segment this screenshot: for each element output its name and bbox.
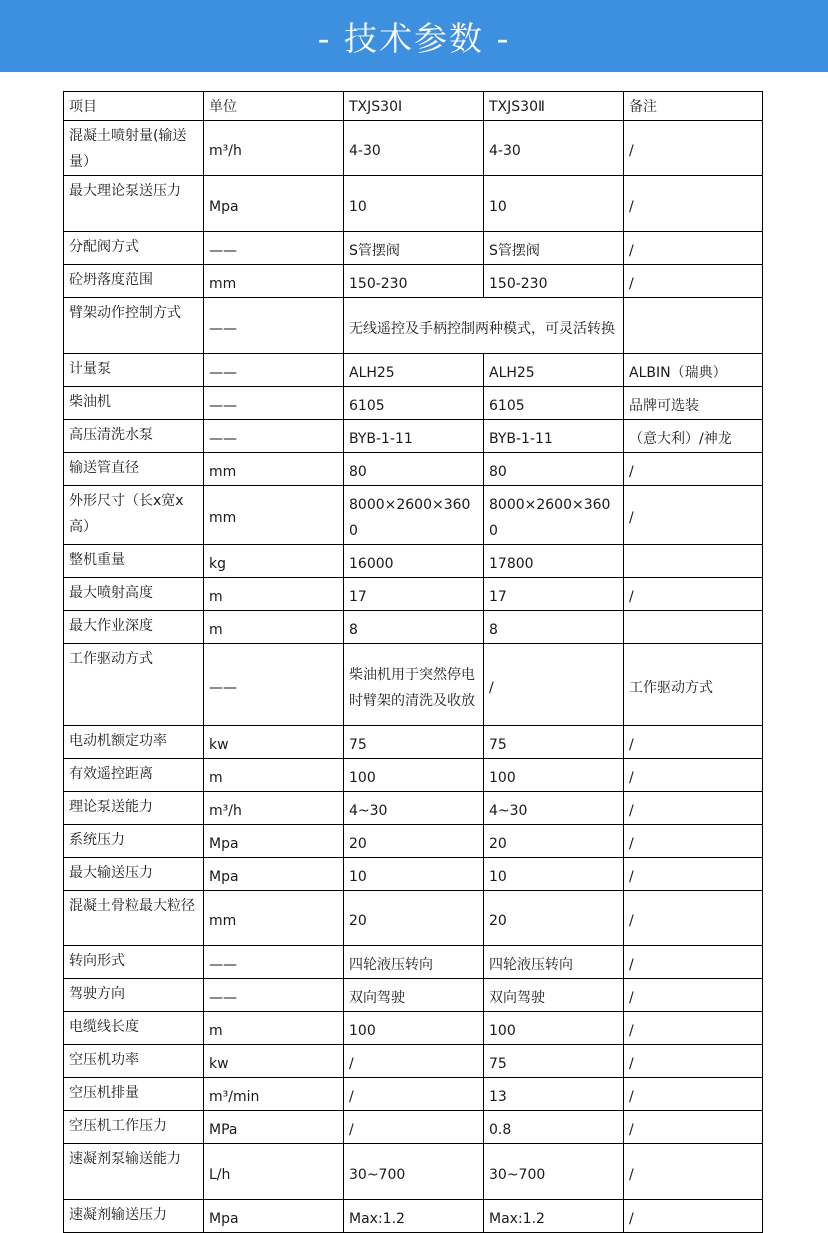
cell-note: / bbox=[624, 1012, 763, 1045]
table-row bbox=[64, 298, 763, 354]
cell-unit: mm bbox=[204, 486, 344, 545]
cell-unit: m³/h bbox=[204, 792, 344, 825]
cell-model-1: 8000×2600×3600 bbox=[344, 486, 484, 545]
header-item: 项目 bbox=[64, 92, 204, 121]
cell-model-2: 150-230 bbox=[484, 265, 624, 298]
cell-unit: m³/min bbox=[204, 1078, 344, 1111]
cell-model-2: 80 bbox=[484, 453, 624, 486]
cell-unit: —— bbox=[204, 354, 344, 387]
cell-note: 品牌可选装 bbox=[624, 387, 763, 420]
header-unit: 单位 bbox=[204, 92, 344, 121]
cell-model-2: / bbox=[484, 644, 624, 726]
cell-model-1: 80 bbox=[344, 453, 484, 486]
cell-unit: Mpa bbox=[204, 176, 344, 232]
cell-item: 电动机额定功率 bbox=[64, 726, 204, 759]
cell-item: 臂架动作控制方式 bbox=[64, 298, 204, 354]
cell-note bbox=[624, 611, 763, 644]
cell-unit: mm bbox=[204, 265, 344, 298]
spec-table bbox=[63, 91, 763, 1233]
table-row bbox=[64, 453, 763, 486]
cell-unit: —— bbox=[204, 232, 344, 265]
cell-model-2: 17 bbox=[484, 578, 624, 611]
cell-model-2: 75 bbox=[484, 1045, 624, 1078]
cell-item: 整机重量 bbox=[64, 545, 204, 578]
cell-item: 系统压力 bbox=[64, 825, 204, 858]
cell-model-2: 4~30 bbox=[484, 792, 624, 825]
cell-unit: kg bbox=[204, 545, 344, 578]
cell-note: / bbox=[624, 578, 763, 611]
table-row bbox=[64, 891, 763, 946]
cell-unit: Mpa bbox=[204, 1200, 344, 1233]
cell-model-1: 30~700 bbox=[344, 1144, 484, 1200]
cell-unit: Mpa bbox=[204, 825, 344, 858]
table-row bbox=[64, 232, 763, 265]
cell-item: 混凝土喷射量(输送量） bbox=[64, 121, 204, 176]
cell-note: / bbox=[624, 232, 763, 265]
table-row bbox=[64, 578, 763, 611]
cell-item: 混凝土骨粒最大粒径 bbox=[64, 891, 204, 946]
cell-item: 外形尺寸（长x宽x高） bbox=[64, 486, 204, 545]
table-row bbox=[64, 1045, 763, 1078]
header-note: 备注 bbox=[624, 92, 763, 121]
cell-item: 理论泵送能力 bbox=[64, 792, 204, 825]
cell-model-2: 双向驾驶 bbox=[484, 979, 624, 1012]
cell-item: 空压机工作压力 bbox=[64, 1111, 204, 1144]
cell-model-2: 20 bbox=[484, 825, 624, 858]
header-model-1: TXJS30Ⅰ bbox=[344, 92, 484, 121]
cell-item: 最大作业深度 bbox=[64, 611, 204, 644]
table-row bbox=[64, 825, 763, 858]
table-row bbox=[64, 858, 763, 891]
cell-model-1: 8 bbox=[344, 611, 484, 644]
cell-note bbox=[624, 298, 763, 354]
cell-unit: Mpa bbox=[204, 858, 344, 891]
cell-model-1: 4-30 bbox=[344, 121, 484, 176]
title-banner bbox=[0, 0, 828, 72]
cell-unit: m bbox=[204, 611, 344, 644]
table-row bbox=[64, 726, 763, 759]
cell-model-1: / bbox=[344, 1111, 484, 1144]
cell-unit: MPa bbox=[204, 1111, 344, 1144]
cell-note: 工作驱动方式 bbox=[624, 644, 763, 726]
table-row bbox=[64, 1078, 763, 1111]
cell-model-2: S管摆阀 bbox=[484, 232, 624, 265]
table-row bbox=[64, 354, 763, 387]
cell-model-1: S管摆阀 bbox=[344, 232, 484, 265]
cell-model-2: 6105 bbox=[484, 387, 624, 420]
cell-note: / bbox=[624, 891, 763, 946]
cell-model-1: 20 bbox=[344, 825, 484, 858]
cell-model-2: 75 bbox=[484, 726, 624, 759]
table-row bbox=[64, 1111, 763, 1144]
cell-note: / bbox=[624, 946, 763, 979]
cell-note: / bbox=[624, 121, 763, 176]
cell-note: / bbox=[624, 979, 763, 1012]
cell-model-2: 4-30 bbox=[484, 121, 624, 176]
cell-note: / bbox=[624, 759, 763, 792]
cell-model-1: 17 bbox=[344, 578, 484, 611]
cell-model-2: 17800 bbox=[484, 545, 624, 578]
cell-model-2: ALH25 bbox=[484, 354, 624, 387]
cell-item: 最大理论泵送压力 bbox=[64, 176, 204, 232]
cell-model-1: 10 bbox=[344, 176, 484, 232]
cell-model-1: 柴油机用于突然停电时臂架的清洗及收放 bbox=[344, 644, 484, 726]
cell-model-1: 16000 bbox=[344, 545, 484, 578]
table-row bbox=[64, 946, 763, 979]
cell-item: 速凝剂输送压力 bbox=[64, 1200, 204, 1233]
cell-model-1: 6105 bbox=[344, 387, 484, 420]
cell-model-1: BYB-1-11 bbox=[344, 420, 484, 453]
cell-unit: kw bbox=[204, 1045, 344, 1078]
cell-model-1: 双向驾驶 bbox=[344, 979, 484, 1012]
cell-note: / bbox=[624, 726, 763, 759]
cell-model-2: 100 bbox=[484, 1012, 624, 1045]
cell-model-1: 150-230 bbox=[344, 265, 484, 298]
cell-model-2: 20 bbox=[484, 891, 624, 946]
cell-note bbox=[624, 545, 763, 578]
cell-note: / bbox=[624, 1111, 763, 1144]
cell-item: 高压清洗水泵 bbox=[64, 420, 204, 453]
cell-item: 速凝剂泵输送能力 bbox=[64, 1144, 204, 1200]
cell-item: 有效遥控距离 bbox=[64, 759, 204, 792]
cell-note: / bbox=[624, 858, 763, 891]
cell-note: ALBIN（瑞典） bbox=[624, 354, 763, 387]
cell-note: / bbox=[624, 1078, 763, 1111]
cell-item: 计量泵 bbox=[64, 354, 204, 387]
cell-model-2: Max:1.2 bbox=[484, 1200, 624, 1233]
cell-unit: —— bbox=[204, 298, 344, 354]
cell-model-2: 13 bbox=[484, 1078, 624, 1111]
table-row bbox=[64, 1200, 763, 1233]
cell-model-2: 10 bbox=[484, 858, 624, 891]
cell-model-2: 8 bbox=[484, 611, 624, 644]
cell-unit: m bbox=[204, 1012, 344, 1045]
table-row bbox=[64, 545, 763, 578]
table-row bbox=[64, 1012, 763, 1045]
cell-model-1: Max:1.2 bbox=[344, 1200, 484, 1233]
cell-model-2: 0.8 bbox=[484, 1111, 624, 1144]
table-row bbox=[64, 387, 763, 420]
cell-note: （意大利）/神龙 bbox=[624, 420, 763, 453]
cell-model-1: 75 bbox=[344, 726, 484, 759]
cell-item: 空压机功率 bbox=[64, 1045, 204, 1078]
table-row bbox=[64, 176, 763, 232]
cell-model-1: 10 bbox=[344, 858, 484, 891]
cell-note: / bbox=[624, 265, 763, 298]
cell-note: / bbox=[624, 453, 763, 486]
table-row bbox=[64, 644, 763, 726]
cell-model-1: 100 bbox=[344, 759, 484, 792]
cell-item: 驾驶方向 bbox=[64, 979, 204, 1012]
cell-unit: —— bbox=[204, 420, 344, 453]
cell-model-1: 四轮液压转向 bbox=[344, 946, 484, 979]
cell-model-1: 20 bbox=[344, 891, 484, 946]
cell-note: / bbox=[624, 1144, 763, 1200]
cell-unit: m bbox=[204, 578, 344, 611]
cell-item: 柴油机 bbox=[64, 387, 204, 420]
cell-model-1: 4~30 bbox=[344, 792, 484, 825]
cell-model-2: BYB-1-11 bbox=[484, 420, 624, 453]
cell-note: / bbox=[624, 1200, 763, 1233]
cell-unit: mm bbox=[204, 453, 344, 486]
cell-model-merged: 无线遥控及手柄控制两种模式，可灵活转换 bbox=[344, 298, 624, 354]
cell-unit: —— bbox=[204, 979, 344, 1012]
page-title: - 技术参数 - bbox=[317, 18, 511, 58]
cell-note: / bbox=[624, 1045, 763, 1078]
cell-item: 空压机排量 bbox=[64, 1078, 204, 1111]
cell-model-1: ALH25 bbox=[344, 354, 484, 387]
header-model-2: TXJS30Ⅱ bbox=[484, 92, 624, 121]
cell-model-2: 四轮液压转向 bbox=[484, 946, 624, 979]
cell-model-2: 100 bbox=[484, 759, 624, 792]
table-header-row bbox=[64, 92, 763, 121]
table-row bbox=[64, 611, 763, 644]
cell-item: 最大输送压力 bbox=[64, 858, 204, 891]
cell-item: 砼坍落度范围 bbox=[64, 265, 204, 298]
cell-unit: —— bbox=[204, 946, 344, 979]
cell-item: 分配阀方式 bbox=[64, 232, 204, 265]
table-row bbox=[64, 265, 763, 298]
cell-unit: mm bbox=[204, 891, 344, 946]
cell-unit: kw bbox=[204, 726, 344, 759]
cell-item: 工作驱动方式 bbox=[64, 644, 204, 726]
cell-model-2: 10 bbox=[484, 176, 624, 232]
cell-model-2: 8000×2600×3600 bbox=[484, 486, 624, 545]
table-row bbox=[64, 759, 763, 792]
cell-unit: —— bbox=[204, 644, 344, 726]
cell-item: 电缆线长度 bbox=[64, 1012, 204, 1045]
cell-note: / bbox=[624, 486, 763, 545]
cell-note: / bbox=[624, 176, 763, 232]
table-row bbox=[64, 979, 763, 1012]
cell-note: / bbox=[624, 825, 763, 858]
cell-unit: L/h bbox=[204, 1144, 344, 1200]
cell-unit: —— bbox=[204, 387, 344, 420]
cell-item: 最大喷射高度 bbox=[64, 578, 204, 611]
table-row bbox=[64, 486, 763, 545]
cell-model-1: / bbox=[344, 1045, 484, 1078]
cell-model-2: 30~700 bbox=[484, 1144, 624, 1200]
cell-unit: m bbox=[204, 759, 344, 792]
cell-item: 输送管直径 bbox=[64, 453, 204, 486]
table-row bbox=[64, 420, 763, 453]
cell-item: 转向形式 bbox=[64, 946, 204, 979]
cell-model-1: / bbox=[344, 1078, 484, 1111]
table-row bbox=[64, 792, 763, 825]
table-row bbox=[64, 121, 763, 176]
cell-note: / bbox=[624, 792, 763, 825]
cell-model-1: 100 bbox=[344, 1012, 484, 1045]
cell-unit: m³/h bbox=[204, 121, 344, 176]
